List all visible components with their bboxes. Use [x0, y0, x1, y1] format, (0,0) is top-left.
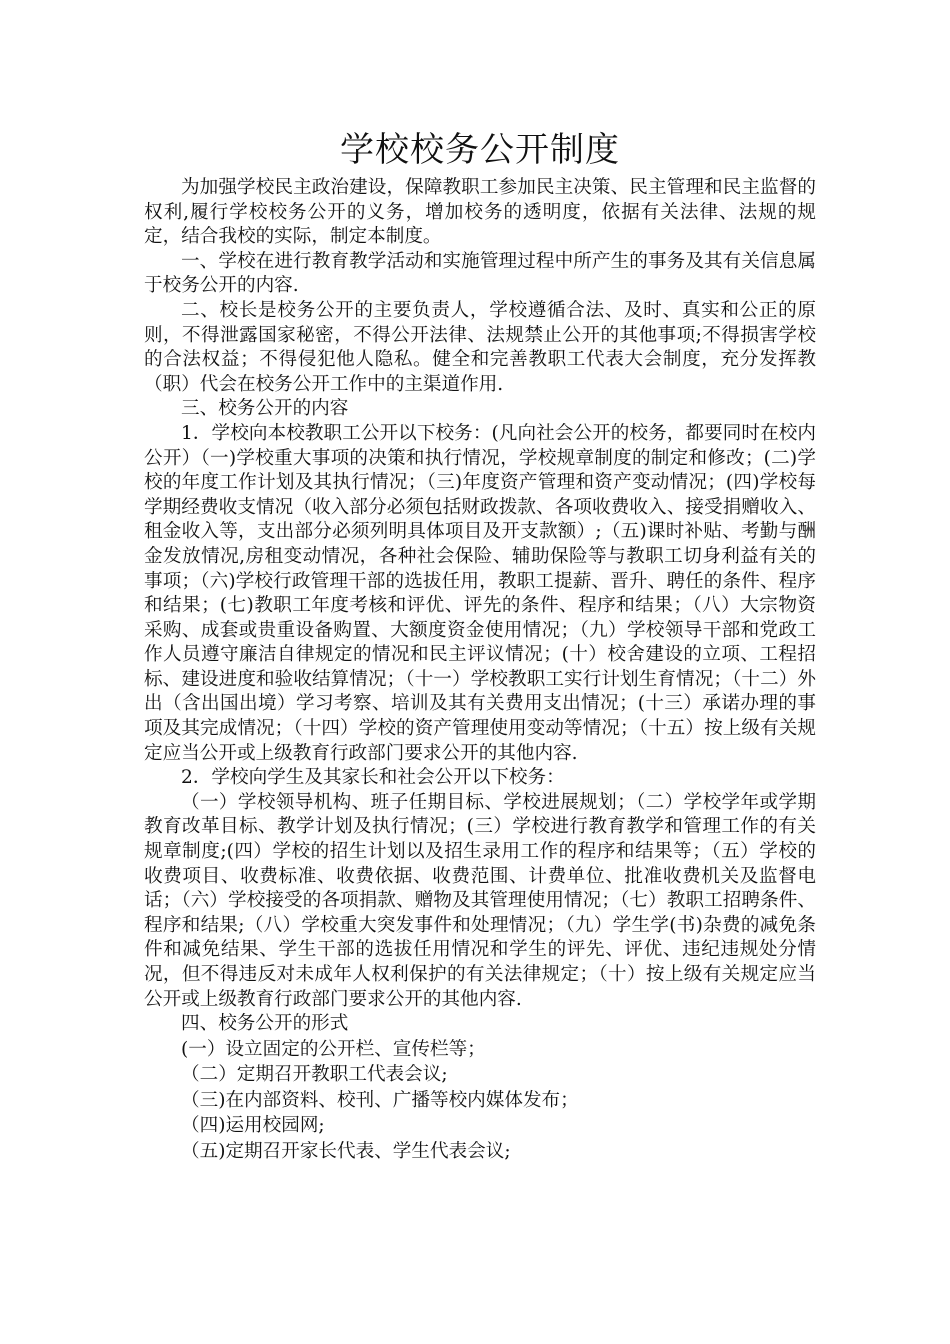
section-3-item-1-paragraph: 1．学校向本校教职工公开以下校务：(凡向社会公开的校务，都要同时在校内公开）（一)学校重大事项的决策和执行情况，学校规章制度的制定和修改；(二)学校的年度工作计划及其执行情况；（三)年度资产管理和资产变动情况；(四)学校每学期经费收支情况（收入部分必须包括财政拨款、各项收费收入、接受捐赠收入、租金收入等，支出部分必须列明具体项目及开支款额）;（五)课时补贴、考勤与酬金发放情况,房租变动情况，各种社会保险、辅助保险等与教职工切身利益有关的事项；（六)学校行政管理干部的选拔任用，教职工提薪、晋升、聘任的条件、程序和结果；(七)教职工年度考核和评优、评先的条件、程序和结果；（八）大宗物资采购、成套或贵重设备购置、大额度资金使用情况；（九）学校领导干部和党政工作人员遵守廉洁自律规定的情况和民主评议情况；(十）校舍建设的立项、工程招标、建设进度和验收结算情况；（十一）学校教职工实行计划生育情况；（十二）外出（含出国出境）学习考察、培训及其有关费用支出情况；(十三）承诺办理的事项及其完成情况；（十四）学校的资产管理使用变动等情况；（十五）按上级有关规定应当公开或上级教育行政部门要求公开的其他内容.	[144, 422, 816, 764]
section-2-paragraph: 二、校长是校务公开的主要负责人，学校遵循合法、及时、真实和公正的原则，不得泄露国家秘密，不得公开法律、法规禁止公开的其他事项;不得损害学校的合法权益；不得侵犯他人隐私。健全和完善教职工代表大会制度，充分发挥教（职）代会在校务公开工作中的主渠道作用.	[144, 299, 816, 395]
section-3-item-2-heading: 2．学校向学生及其家长和社会公开以下校务：	[181, 767, 565, 789]
intro-paragraph: 为加强学校民主政治建设，保障教职工参加民主决策、民主管理和民主监督的权利,履行学校校务公开的义务，增加校务的透明度，依据有关法律、法规的规定，结合我校的实际，制定本制度。	[144, 177, 816, 248]
form-list-item: （三)在内部资料、校刊、广播等校内媒体发布；	[181, 1089, 579, 1111]
section-3-heading: 三、校务公开的内容	[181, 398, 349, 420]
form-list-item: （五)定期召开家长代表、学生代表会议;	[181, 1140, 511, 1162]
form-list-item: （二）定期召开教职工代表会议;	[181, 1064, 448, 1086]
document-page	[144, 128, 816, 1164]
section-3-item-2-paragraph: （一）学校领导机构、班子任期目标、学校进展规划；（二）学校学年或学期教育改革目标、教学计划及执行情况；(三）学校进行教育教学和管理工作的有关规章制度;(四）学校的招生计划以及招生录用工作的程序和结果等；（五）学校的收费项目、收费标准、收费依据、收费范围、计费单位、批准收费机关及监督电话；（六）学校接受的各项捐款、赠物及其管理使用情况；（七）教职工招聘条件、程序和结果;（八）学校重大突发事件和处理情况；（九）学生学(书)杂费的减免条件和减免结果、学生干部的选拔任用情况和学生的评先、评优、违纪违规处分情况，但不得违反对未成年人权利保护的有关法律规定；（十）按上级有关规定应当公开或上级教育行政部门要求公开的其他内容.	[144, 791, 816, 1010]
section-1-paragraph: 一、学校在进行教育教学活动和实施管理过程中所产生的事务及其有关信息属于校务公开的内容.	[144, 250, 816, 297]
section-4-heading: 四、校务公开的形式	[181, 1013, 349, 1035]
document-title: 学校校务公开制度	[340, 130, 620, 170]
form-list-item: （四)运用校园网;	[181, 1115, 325, 1137]
form-list-item: (一）设立固定的公开栏、宣传栏等；	[181, 1038, 486, 1060]
